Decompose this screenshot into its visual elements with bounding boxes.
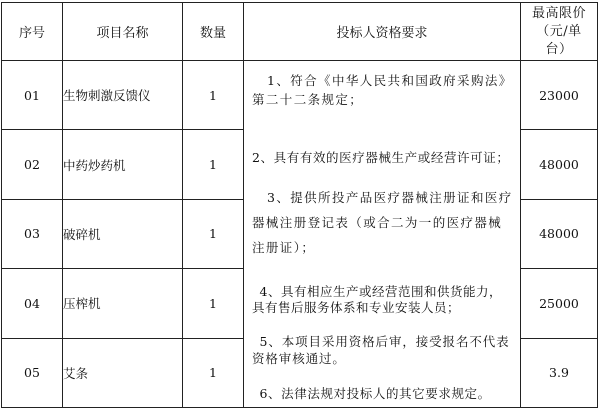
row-seq: 05	[2, 338, 63, 407]
requirement-item: 4、具有相应生产或经营范围和供货能力，具有售后服务体系和专业安装人员；	[252, 284, 502, 315]
row-quantity: 1	[183, 130, 244, 199]
header-name: 项目名称	[63, 3, 183, 61]
header-max-price-line1: 最高限价	[531, 5, 586, 21]
row-seq: 01	[2, 61, 63, 130]
row-seq: 04	[2, 269, 63, 338]
header-max-price-line3: 台）	[545, 41, 573, 57]
row-item-name: 生物刺激反馈仪	[63, 61, 183, 130]
header-qty: 数量	[183, 3, 244, 61]
row-max-price: 48000	[521, 199, 598, 268]
requirement-item: 6、法律法规对投标人的其它要求规定。	[259, 386, 491, 401]
row-seq: 03	[2, 199, 63, 268]
requirements-cell	[244, 61, 521, 408]
table-row	[2, 61, 598, 130]
requirements-list	[244, 61, 520, 407]
row-quantity: 1	[183, 61, 244, 130]
header-row	[2, 3, 598, 61]
row-seq: 02	[2, 130, 63, 199]
row-quantity: 1	[183, 338, 244, 407]
header-max-price-line2: （元/单	[536, 23, 582, 39]
row-item-name: 压榨机	[63, 269, 183, 338]
row-item-name: 艾条	[63, 338, 183, 407]
row-item-name: 破碎机	[63, 199, 183, 268]
row-quantity: 1	[183, 269, 244, 338]
requirement-item: 5、本项目采用资格后审，接受报名不代表资格审核通过。	[252, 334, 510, 366]
row-quantity: 1	[183, 199, 244, 268]
bid-requirements-table	[1, 2, 598, 408]
header-seq: 序号	[2, 3, 63, 61]
requirement-item: 1、符合《中华人民共和国政府采购法》第二十二条规定；	[252, 73, 513, 107]
row-item-name: 中药炒药机	[63, 130, 183, 199]
row-max-price: 3.9	[521, 338, 598, 407]
row-max-price: 48000	[521, 130, 598, 199]
row-max-price: 23000	[521, 61, 598, 130]
header-requirements: 投标人资格要求	[244, 3, 521, 61]
requirement-item: 3、提供所投产品医疗器械注册证和医疗器械注册登记表（或合二为一的医疗器械注册证）；	[252, 190, 513, 255]
requirement-item: 2、具有有效的医疗器械生产或经营许可证；	[252, 150, 510, 165]
row-max-price: 25000	[521, 269, 598, 338]
header-max-price	[521, 3, 598, 61]
